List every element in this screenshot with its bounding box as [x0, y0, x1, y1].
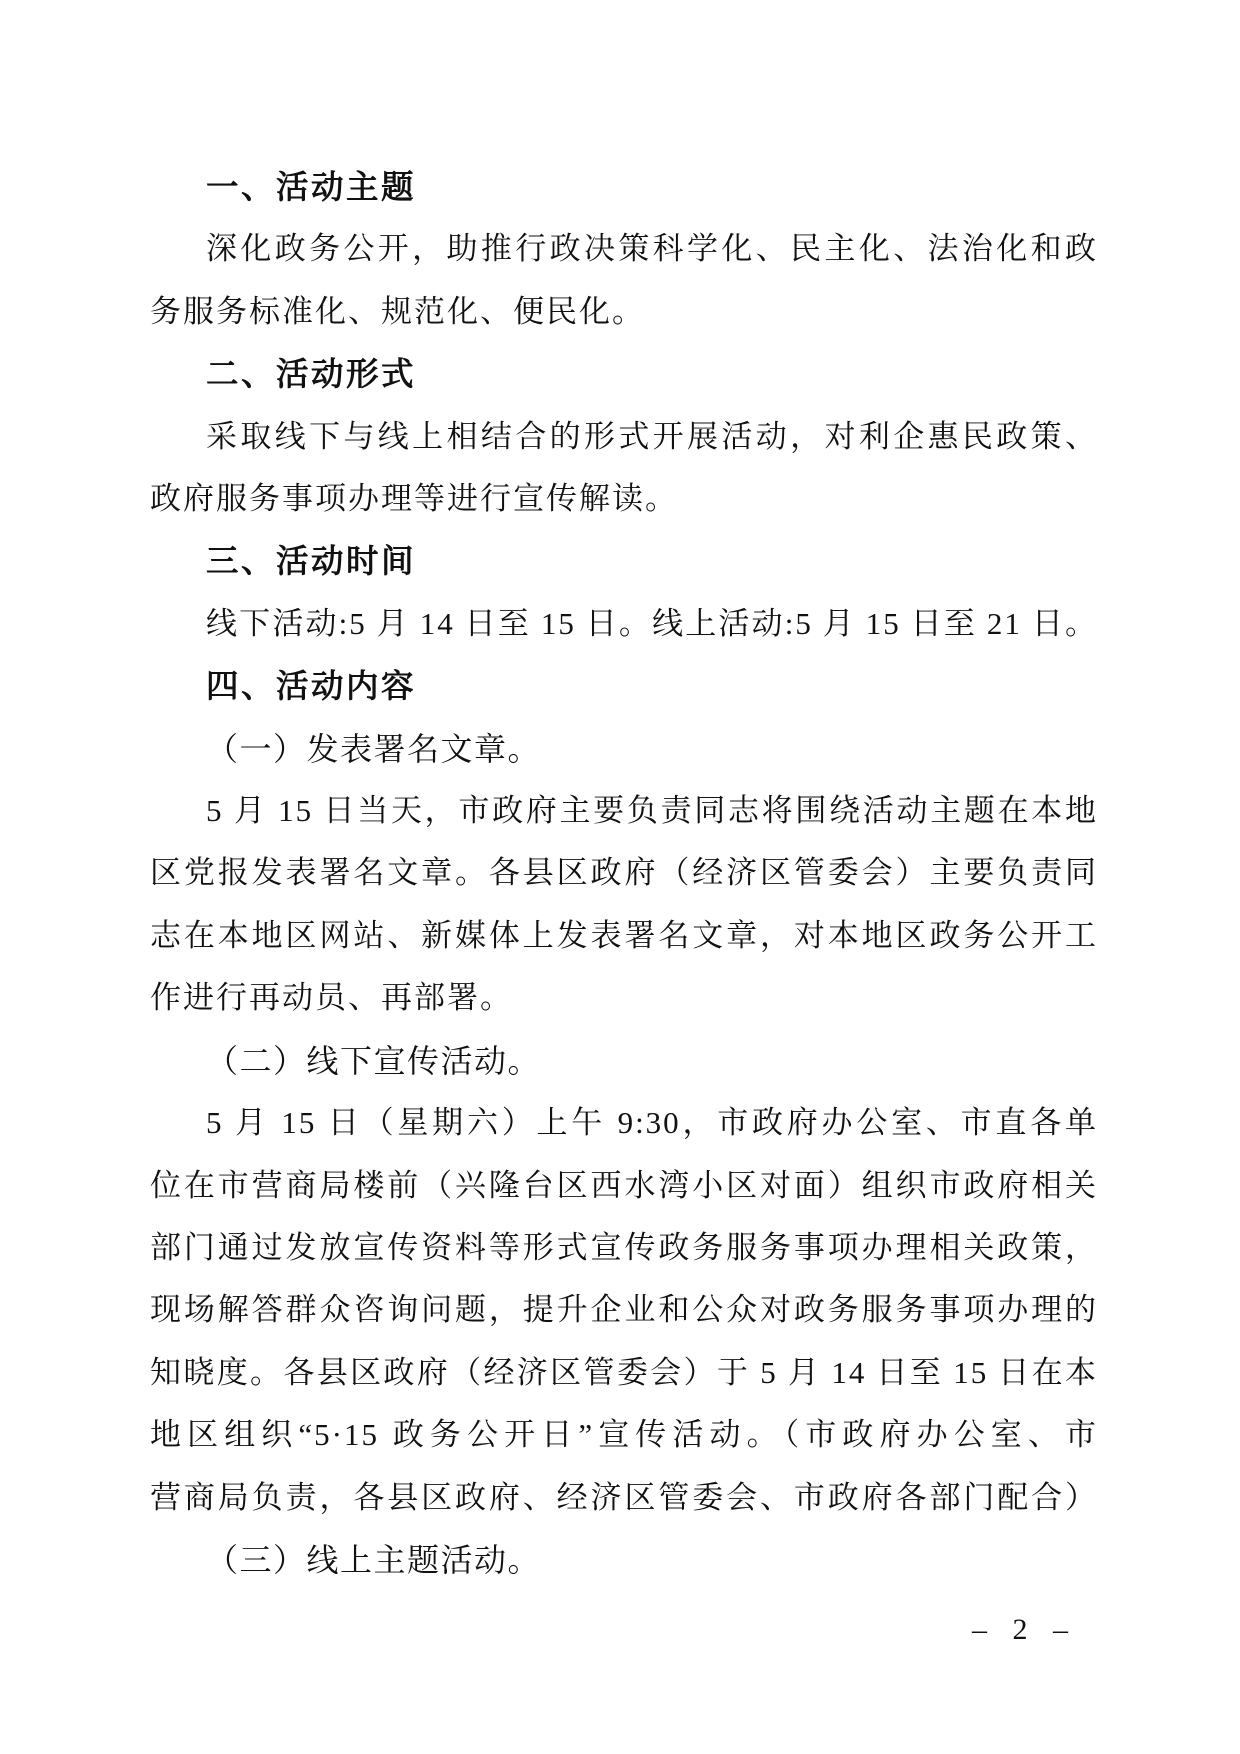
- paragraph-line: 作进行再动员、再部署。: [150, 980, 513, 1016]
- sub-heading: （一）发表署名文章。: [206, 729, 542, 768]
- sub-heading: （二）线下宣传活动。: [206, 1041, 542, 1080]
- paragraph-line: 线下活动:5 月 14 日至 15 日。线上活动:5 月 15 日至 21 日。: [206, 605, 1098, 641]
- paragraph-line: 志在本地区网站、新媒体上发表署名文章，对本地区政务公开工: [150, 917, 1098, 953]
- paragraph-line: 政府服务事项办理等进行宣传解读。: [150, 481, 678, 517]
- paragraph-line: 知晓度。各县区政府（经济区管委会）于 5 月 14 日至 15 日在本: [150, 1354, 1098, 1390]
- paragraph-line: 营商局负责，各县区政府、经济区管委会、市政府各部门配合）: [150, 1479, 1098, 1515]
- page-number: – 2 –: [972, 1613, 1077, 1646]
- paragraph-line: 地区组织“5·15 政务公开日”宣传活动。（市政府办公室、市: [150, 1417, 1098, 1453]
- paragraph-line: 部门通过发放宣传资料等形式宣传政务服务事项办理相关政策，: [150, 1229, 1098, 1265]
- paragraph-line: 现场解答群众咨询问题，提升企业和公众对政务服务事项办理的: [150, 1292, 1098, 1328]
- paragraph-line: 采取线下与线上相结合的形式开展活动，对利企惠民政策、: [206, 418, 1098, 454]
- sub-heading: （三）线上主题活动。: [206, 1540, 542, 1579]
- paragraph-line: 深化政务公开，助推行政决策科学化、民主化、法治化和政: [206, 231, 1098, 267]
- paragraph-line: 5 月 15 日当天，市政府主要负责同志将围绕活动主题在本地: [206, 793, 1098, 829]
- section-heading: 三、活动时间: [206, 543, 417, 580]
- section-heading: 一、活动主题: [206, 169, 417, 205]
- document-body: [150, 156, 1098, 1591]
- paragraph-line: 5 月 15 日（星期六）上午 9:30，市政府办公室、市直各单: [206, 1105, 1098, 1141]
- section-heading: 四、活动内容: [206, 668, 417, 705]
- section-heading: 二、活动形式: [206, 356, 417, 393]
- paragraph-line: 区党报发表署名文章。各县区政府（经济区管委会）主要负责同: [150, 855, 1098, 891]
- paragraph-line: 务服务标准化、规范化、便民化。: [150, 293, 645, 329]
- paragraph-line: 位在市营商局楼前（兴隆台区西水湾小区对面）组织市政府相关: [150, 1167, 1098, 1203]
